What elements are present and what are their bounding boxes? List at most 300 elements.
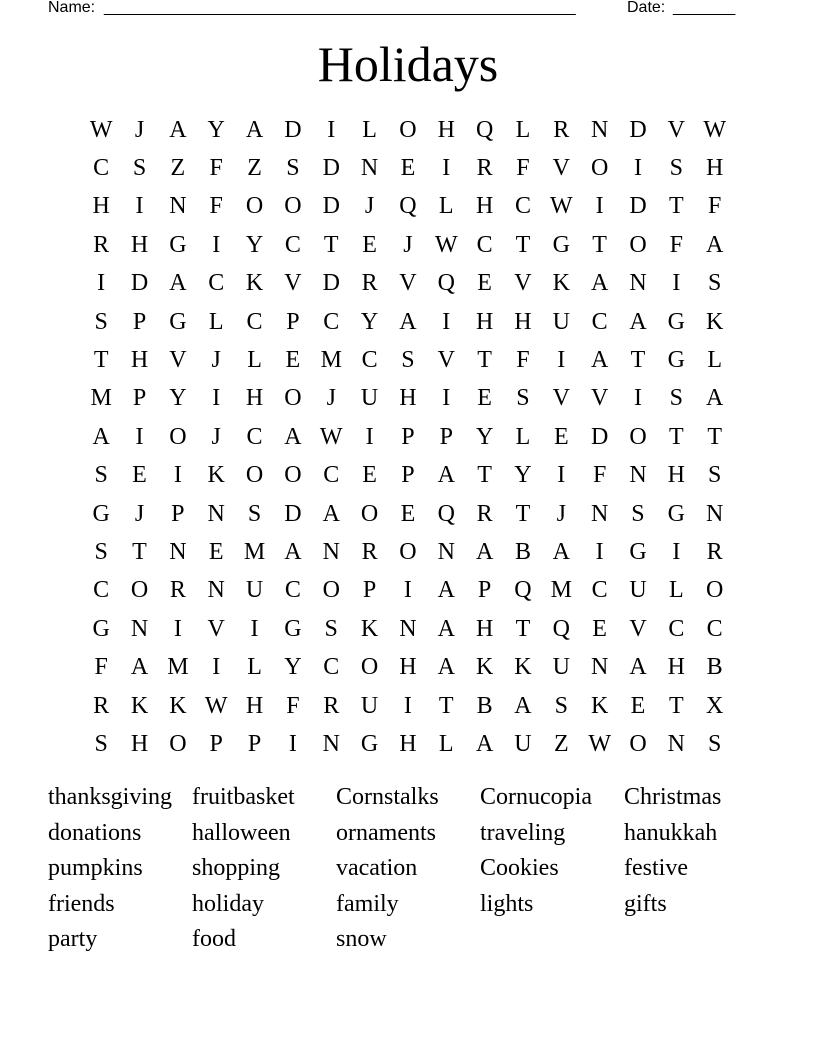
grid-letter: Z bbox=[247, 155, 262, 182]
grid-letter: S bbox=[94, 538, 108, 565]
grid-letter: C bbox=[284, 231, 301, 258]
grid-letter: O bbox=[245, 462, 264, 489]
grid-letter: A bbox=[322, 500, 340, 527]
grid-letter: I bbox=[135, 193, 144, 220]
grid-letter: V bbox=[169, 347, 187, 374]
grid-letter: A bbox=[475, 730, 494, 757]
grid-letter: C bbox=[591, 308, 608, 335]
grid-letter: L bbox=[515, 423, 531, 450]
grid-letter: H bbox=[399, 654, 417, 681]
grid-letter: O bbox=[706, 577, 724, 604]
word-list-item: lights bbox=[480, 890, 534, 917]
grid-letter: A bbox=[552, 538, 570, 565]
grid-letter: R bbox=[93, 231, 110, 258]
word-list-item: hanukkah bbox=[624, 819, 718, 846]
grid-letter: I bbox=[672, 270, 681, 297]
grid-row bbox=[82, 303, 734, 341]
grid-letter: N bbox=[629, 270, 647, 297]
grid-letter: E bbox=[630, 692, 646, 719]
grid-letter: Z bbox=[170, 155, 186, 182]
grid-letter: N bbox=[706, 500, 724, 527]
grid-letter: S bbox=[669, 155, 683, 182]
word-list-item: holiday bbox=[192, 890, 264, 917]
grid-letter: H bbox=[437, 116, 455, 143]
grid-letter: M bbox=[90, 385, 112, 412]
grid-letter: G bbox=[92, 500, 110, 527]
grid-letter: E bbox=[592, 615, 607, 642]
grid-letter: A bbox=[245, 116, 264, 143]
grid-letter: T bbox=[707, 423, 722, 450]
grid-letter: M bbox=[550, 577, 572, 604]
grid-letter: H bbox=[706, 155, 724, 182]
grid-letter: G bbox=[360, 730, 379, 757]
grid-letter: F bbox=[94, 654, 108, 681]
grid-letter: T bbox=[515, 231, 531, 258]
grid-letter: G bbox=[284, 615, 302, 642]
grid-letter: F bbox=[516, 347, 530, 374]
grid-letter: O bbox=[360, 654, 379, 681]
grid-letter: N bbox=[130, 615, 149, 642]
grid-letter: I bbox=[672, 538, 681, 565]
grid-letter: T bbox=[668, 423, 684, 450]
grid-letter: H bbox=[475, 193, 494, 220]
grid-letter: A bbox=[437, 654, 455, 681]
date-label: Date: bbox=[627, 0, 666, 16]
grid-letter: C bbox=[361, 347, 378, 374]
grid-letter: C bbox=[514, 193, 531, 220]
grid-letter: S bbox=[132, 155, 147, 182]
grid-letter: R bbox=[476, 500, 493, 527]
grid-letter: K bbox=[552, 270, 570, 297]
grid-letter: S bbox=[401, 347, 415, 374]
grid-letter: N bbox=[169, 538, 187, 565]
grid-letter: A bbox=[514, 692, 532, 719]
grid-letter: O bbox=[284, 385, 302, 412]
grid-letter: T bbox=[668, 193, 684, 220]
grid-letter: I bbox=[557, 462, 566, 489]
grid-letter: D bbox=[629, 116, 647, 143]
grid-letter: R bbox=[169, 577, 186, 604]
word-list-item: pumpkins bbox=[48, 855, 143, 882]
grid-letter: A bbox=[437, 615, 455, 642]
grid-letter: C bbox=[323, 462, 340, 489]
grid-letter: E bbox=[400, 155, 416, 182]
grid-letter: C bbox=[668, 615, 685, 642]
grid-letter: A bbox=[590, 270, 609, 297]
word-list-item: halloween bbox=[192, 819, 291, 846]
word-list-item: shopping bbox=[192, 855, 281, 882]
grid-letter: J bbox=[403, 231, 413, 258]
grid-letter: N bbox=[322, 730, 340, 757]
grid-letter: M bbox=[167, 654, 189, 681]
grid-letter: K bbox=[475, 654, 494, 681]
grid-row bbox=[82, 457, 734, 495]
grid-letter: Z bbox=[553, 730, 569, 757]
grid-letter: T bbox=[477, 347, 492, 374]
grid-letter: X bbox=[706, 692, 724, 719]
grid-letter: W bbox=[319, 423, 343, 450]
grid-letter: S bbox=[631, 500, 645, 527]
grid-letter: C bbox=[591, 577, 608, 604]
grid-letter: T bbox=[668, 692, 684, 719]
grid-letter: H bbox=[130, 231, 149, 258]
grid-letter: P bbox=[286, 308, 300, 335]
grid-letter: J bbox=[211, 423, 221, 450]
grid-letter: C bbox=[208, 270, 225, 297]
grid-letter: Y bbox=[245, 231, 264, 258]
grid-letter: D bbox=[590, 423, 609, 450]
grid-letter: T bbox=[515, 615, 531, 642]
grid-letter: G bbox=[629, 538, 647, 565]
grid-letter: M bbox=[243, 538, 266, 565]
grid-letter: P bbox=[209, 730, 223, 757]
grid-letter: L bbox=[438, 730, 454, 757]
grid-letter: P bbox=[401, 462, 415, 489]
grid-letter: J bbox=[134, 116, 145, 143]
grid-letter: F bbox=[516, 155, 530, 182]
grid-row bbox=[82, 111, 734, 149]
grid-letter: V bbox=[284, 270, 302, 297]
grid-letter: O bbox=[629, 231, 647, 258]
grid-letter: S bbox=[94, 730, 108, 757]
date-field-line: _______ bbox=[673, 0, 736, 16]
grid-letter: A bbox=[437, 577, 455, 604]
grid-letter: L bbox=[247, 654, 262, 681]
grid-row bbox=[82, 572, 734, 610]
grid-letter: P bbox=[477, 577, 492, 604]
grid-letter: V bbox=[207, 615, 225, 642]
grid-letter: R bbox=[361, 538, 378, 565]
grid-letter: Q bbox=[437, 270, 455, 297]
grid-letter: T bbox=[630, 347, 646, 374]
grid-letter: L bbox=[707, 347, 722, 374]
grid-letter: G bbox=[169, 308, 187, 335]
word-list-item: donations bbox=[48, 819, 142, 846]
grid-letter: I bbox=[403, 577, 412, 604]
grid-letter: M bbox=[320, 347, 342, 374]
grid-letter: I bbox=[365, 423, 374, 450]
grid-letter: Y bbox=[169, 385, 187, 412]
word-list-item: ornaments bbox=[336, 819, 436, 846]
grid-letter: I bbox=[288, 730, 297, 757]
grid-letter: O bbox=[629, 730, 647, 757]
grid-letter: V bbox=[552, 385, 570, 412]
grid-letter: I bbox=[173, 615, 182, 642]
grid-letter: N bbox=[169, 193, 187, 220]
grid-letter: O bbox=[629, 423, 647, 450]
word-list-item: vacation bbox=[336, 855, 418, 882]
grid-letter: O bbox=[284, 193, 302, 220]
grid-letter: V bbox=[552, 155, 570, 182]
grid-letter: V bbox=[629, 615, 647, 642]
grid-letter: H bbox=[245, 385, 264, 412]
grid-letter: I bbox=[212, 385, 221, 412]
grid-letter: C bbox=[246, 308, 263, 335]
grid-letter: A bbox=[475, 538, 494, 565]
grid-letter: W bbox=[434, 231, 458, 258]
grid-letter: A bbox=[437, 462, 455, 489]
grid-letter: A bbox=[706, 231, 724, 258]
grid-letter: I bbox=[633, 155, 642, 182]
grid-letter: Q bbox=[399, 193, 417, 220]
grid-letter: T bbox=[515, 500, 531, 527]
grid-letter: I bbox=[442, 308, 451, 335]
grid-letter: F bbox=[209, 155, 223, 182]
grid-letter: T bbox=[592, 231, 607, 258]
grid-letter: N bbox=[590, 500, 609, 527]
letter-grid bbox=[82, 111, 734, 764]
grid-letter: D bbox=[284, 116, 302, 143]
grid-letter: I bbox=[442, 385, 451, 412]
grid-letter: R bbox=[706, 538, 723, 565]
grid-letter: V bbox=[437, 347, 455, 374]
grid-letter: T bbox=[438, 692, 454, 719]
grid-letter: T bbox=[93, 347, 109, 374]
grid-row bbox=[82, 418, 734, 456]
grid-letter: T bbox=[132, 538, 147, 565]
grid-letter: K bbox=[590, 692, 609, 719]
grid-row bbox=[82, 610, 734, 648]
grid-letter: A bbox=[706, 385, 724, 412]
grid-letter: S bbox=[286, 155, 300, 182]
grid-letter: S bbox=[94, 462, 108, 489]
grid-letter: L bbox=[668, 577, 684, 604]
grid-letter: H bbox=[514, 308, 532, 335]
grid-letter: C bbox=[93, 577, 110, 604]
grid-letter: P bbox=[401, 423, 415, 450]
grid-letter: H bbox=[245, 692, 264, 719]
grid-letter: W bbox=[588, 730, 611, 757]
grid-letter: P bbox=[171, 500, 185, 527]
grid-letter: N bbox=[590, 116, 609, 143]
grid-letter: R bbox=[323, 692, 340, 719]
grid-letter: H bbox=[667, 462, 685, 489]
word-list-item: traveling bbox=[480, 819, 566, 846]
grid-letter: C bbox=[706, 615, 723, 642]
grid-letter: H bbox=[130, 730, 149, 757]
grid-letter: Y bbox=[514, 462, 532, 489]
grid-letter: N bbox=[207, 577, 225, 604]
word-list-item: thanksgiving bbox=[48, 784, 172, 810]
grid-letter: I bbox=[97, 270, 106, 297]
grid-letter: J bbox=[134, 500, 145, 527]
grid-letter: S bbox=[516, 385, 530, 412]
word-list-item: fruitbasket bbox=[192, 784, 295, 810]
word-list-item: Christmas bbox=[624, 784, 722, 810]
grid-letter: D bbox=[629, 193, 647, 220]
header bbox=[48, 0, 748, 19]
grid-letter: U bbox=[360, 385, 379, 412]
grid-letter: I bbox=[135, 423, 144, 450]
grid-letter: I bbox=[442, 155, 451, 182]
grid-letter: F bbox=[669, 231, 683, 258]
grid-letter: O bbox=[284, 462, 302, 489]
grid-letter: U bbox=[514, 730, 532, 757]
grid-letter: J bbox=[556, 500, 566, 527]
word-list-item: family bbox=[336, 890, 399, 917]
grid-letter: D bbox=[322, 270, 340, 297]
grid-letter: C bbox=[323, 308, 340, 335]
grid-letter: A bbox=[629, 308, 647, 335]
grid-letter: G bbox=[667, 500, 685, 527]
grid-letter: G bbox=[92, 615, 110, 642]
grid-letter: I bbox=[557, 347, 566, 374]
grid-letter: V bbox=[514, 270, 532, 297]
grid-letter: Y bbox=[207, 116, 225, 143]
grid-letter: S bbox=[324, 615, 338, 642]
grid-row bbox=[82, 226, 734, 264]
grid-letter: H bbox=[399, 385, 417, 412]
grid-letter: C bbox=[246, 423, 263, 450]
grid-letter: D bbox=[322, 155, 340, 182]
grid-letter: U bbox=[552, 308, 570, 335]
grid-row bbox=[82, 380, 734, 418]
grid-letter: N bbox=[629, 462, 647, 489]
word-list-item: festive bbox=[624, 855, 688, 882]
grid-letter: N bbox=[590, 654, 609, 681]
grid-letter: L bbox=[362, 116, 377, 143]
grid-letter: N bbox=[207, 500, 225, 527]
grid-letter: O bbox=[130, 577, 149, 604]
grid-letter: L bbox=[515, 116, 531, 143]
grid-letter: Y bbox=[360, 308, 379, 335]
grid-letter: I bbox=[173, 462, 182, 489]
grid-letter: A bbox=[130, 654, 149, 681]
grid-row bbox=[82, 648, 734, 686]
grid-letter: A bbox=[629, 654, 647, 681]
grid-row bbox=[82, 687, 734, 725]
grid-letter: B bbox=[476, 692, 493, 719]
grid-letter: O bbox=[169, 730, 187, 757]
name-label: Name: bbox=[48, 0, 96, 16]
grid-letter: O bbox=[245, 193, 264, 220]
word-list-item: Cornstalks bbox=[336, 784, 439, 810]
grid-letter: W bbox=[204, 692, 228, 719]
grid-letter: U bbox=[629, 577, 647, 604]
grid-letter: Y bbox=[284, 654, 302, 681]
grid-letter: C bbox=[93, 155, 110, 182]
grid-letter: A bbox=[590, 347, 609, 374]
grid-row bbox=[82, 341, 734, 379]
grid-letter: E bbox=[553, 423, 569, 450]
name-field-line: _____________________________________________________ bbox=[104, 0, 576, 16]
grid-letter: K bbox=[130, 692, 149, 719]
grid-letter: H bbox=[475, 308, 494, 335]
grid-letter: E bbox=[208, 538, 224, 565]
grid-letter: T bbox=[323, 231, 339, 258]
word-list-item: party bbox=[48, 926, 98, 953]
grid-letter: I bbox=[250, 615, 259, 642]
grid-letter: G bbox=[667, 347, 685, 374]
grid-letter: S bbox=[707, 270, 722, 297]
grid-letter: E bbox=[362, 462, 377, 489]
grid-letter: S bbox=[247, 500, 262, 527]
grid-letter: K bbox=[360, 615, 379, 642]
grid-letter: L bbox=[247, 347, 262, 374]
grid-letter: V bbox=[667, 116, 685, 143]
grid-letter: K bbox=[514, 654, 532, 681]
grid-letter: R bbox=[476, 155, 493, 182]
grid-letter: K bbox=[245, 270, 264, 297]
grid-letter: P bbox=[132, 385, 147, 412]
word-list-item: friends bbox=[48, 890, 115, 917]
grid-letter: S bbox=[669, 385, 683, 412]
grid-letter: Q bbox=[514, 577, 532, 604]
grid-letter: D bbox=[130, 270, 149, 297]
grid-letter: C bbox=[284, 577, 301, 604]
grid-letter: N bbox=[399, 615, 417, 642]
grid-letter: S bbox=[554, 692, 568, 719]
page-title: Holidays bbox=[317, 36, 499, 92]
grid-letter: P bbox=[439, 423, 453, 450]
grid-letter: K bbox=[706, 308, 724, 335]
grid-row bbox=[82, 533, 734, 571]
grid-letter: W bbox=[89, 116, 113, 143]
grid-letter: E bbox=[477, 270, 492, 297]
grid-row bbox=[82, 495, 734, 533]
grid-letter: W bbox=[549, 193, 573, 220]
grid-letter: O bbox=[399, 538, 417, 565]
grid-letter: A bbox=[169, 270, 187, 297]
grid-letter: H bbox=[667, 654, 685, 681]
grid-letter: J bbox=[211, 347, 221, 374]
grid-letter: G bbox=[169, 231, 187, 258]
grid-letter: Q bbox=[552, 615, 570, 642]
grid-letter: E bbox=[362, 231, 377, 258]
grid-letter: F bbox=[209, 193, 223, 220]
grid-letter: K bbox=[207, 462, 225, 489]
grid-letter: L bbox=[208, 308, 224, 335]
grid-letter: J bbox=[326, 385, 336, 412]
grid-letter: A bbox=[169, 116, 187, 143]
grid-letter: I bbox=[633, 385, 642, 412]
grid-letter: D bbox=[322, 193, 340, 220]
grid-letter: F bbox=[286, 692, 300, 719]
word-list-item: Cornucopia bbox=[480, 784, 592, 810]
grid-letter: B bbox=[706, 654, 723, 681]
grid-letter: V bbox=[590, 385, 609, 412]
grid-letter: E bbox=[400, 500, 416, 527]
grid-row bbox=[82, 265, 734, 303]
grid-letter: E bbox=[477, 385, 492, 412]
grid-letter: K bbox=[169, 692, 187, 719]
grid-letter: I bbox=[212, 654, 221, 681]
grid-letter: H bbox=[399, 730, 417, 757]
grid-letter: S bbox=[707, 730, 722, 757]
grid-letter: N bbox=[360, 155, 379, 182]
grid-letter: H bbox=[475, 615, 494, 642]
grid-letter: O bbox=[399, 116, 417, 143]
grid-letter: B bbox=[514, 538, 531, 565]
word-list-item: gifts bbox=[624, 890, 667, 917]
grid-letter: I bbox=[327, 116, 336, 143]
word-list bbox=[48, 780, 768, 958]
grid-letter: R bbox=[553, 116, 570, 143]
grid-row bbox=[82, 149, 734, 187]
grid-letter: A bbox=[92, 423, 110, 450]
grid-letter: P bbox=[362, 577, 377, 604]
grid-letter: I bbox=[212, 231, 221, 258]
grid-letter: Q bbox=[475, 116, 494, 143]
grid-letter: C bbox=[323, 654, 340, 681]
grid-letter: U bbox=[360, 692, 379, 719]
grid-letter: N bbox=[667, 730, 685, 757]
grid-row bbox=[82, 188, 734, 226]
grid-letter: H bbox=[130, 347, 149, 374]
grid-letter: R bbox=[93, 692, 110, 719]
grid-letter: H bbox=[92, 193, 110, 220]
grid-letter: R bbox=[361, 270, 378, 297]
